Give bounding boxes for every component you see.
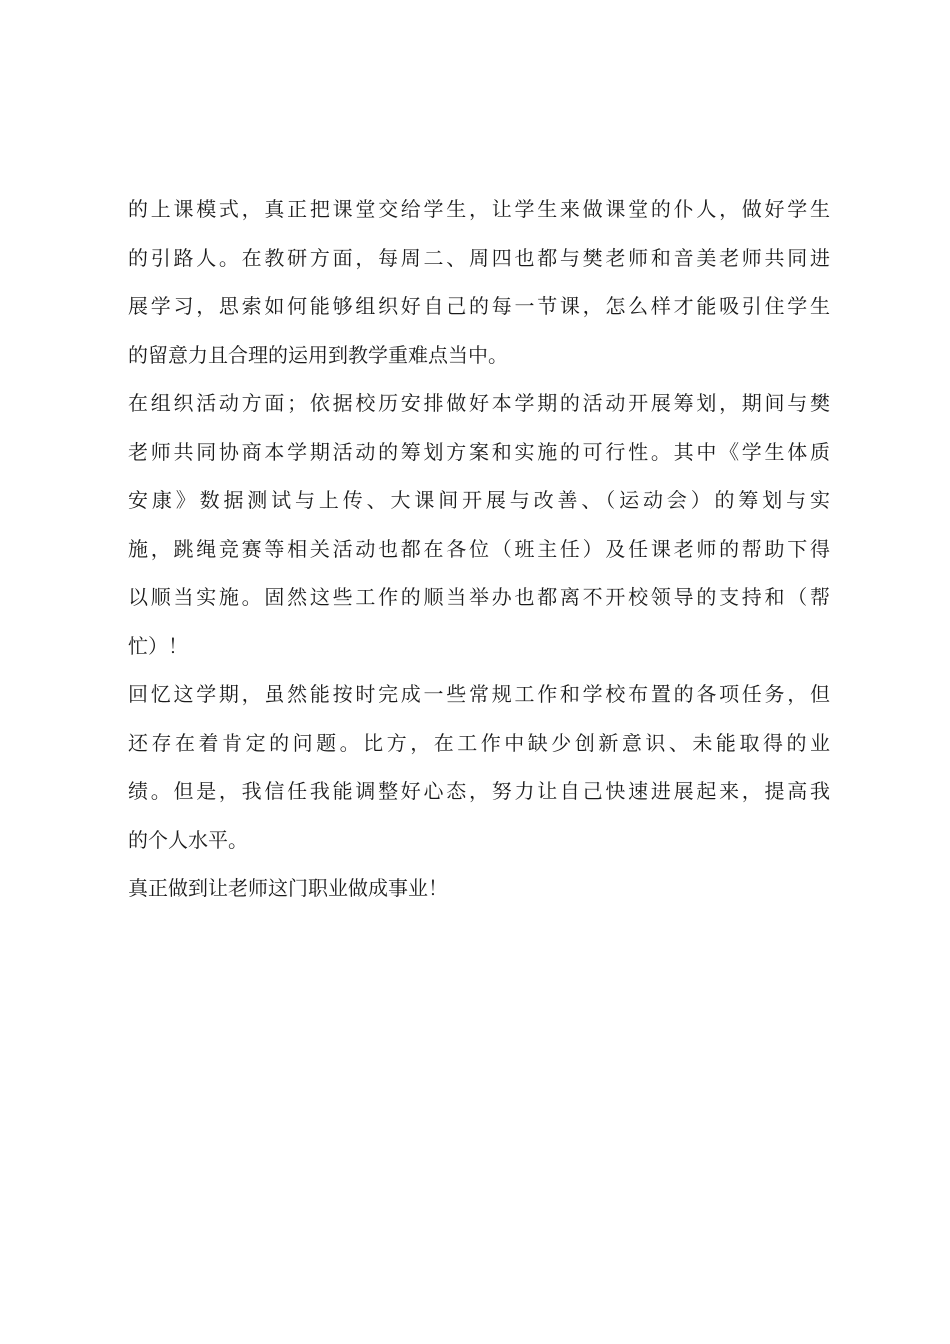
text-line: 在组织活动方面；依据校历安排做好本学期的活动开展筹划，期间与樊 xyxy=(128,391,830,415)
paragraph xyxy=(128,670,830,864)
text-line: 的个人水平。 xyxy=(128,827,248,852)
text-line: 安康》数据测试与上传、大课间开展与改善、（运动会）的筹划与实 xyxy=(128,488,830,512)
text-line: 绩。但是，我信任我能调整好心态，努力让自己快速进展起来，提高我 xyxy=(128,779,830,803)
text-line: 的引路人。在教研方面，每周二、周四也都与樊老师和音美老师共同进 xyxy=(128,245,830,270)
text-line: 忙）！ xyxy=(128,633,188,658)
text-line: 以顺当实施。固然这些工作的顺当举办也都离不开校领导的支持和（帮 xyxy=(128,585,830,609)
text-line: 老师共同协商本学期活动的筹划方案和实施的可行性。其中《学生体质 xyxy=(128,439,830,464)
text-line: 的留意力且合理的运用到教学重难点当中。 xyxy=(128,342,508,367)
text-line: 回忆这学期，虽然能按时完成一些常规工作和学校布置的各项任务，但 xyxy=(128,682,830,706)
paragraph xyxy=(128,185,830,379)
text-line: 展学习，思索如何能够组织好自己的每一节课，怎么样才能吸引住学生 xyxy=(128,294,830,318)
text-line: 还存在着肯定的问题。比方，在工作中缺少创新意识、未能取得的业 xyxy=(128,730,830,755)
paragraph xyxy=(128,864,830,913)
text-line: 真正做到让老师这门职业做成事业！ xyxy=(128,876,448,900)
paragraph xyxy=(128,379,830,670)
text-line: 施，跳绳竞赛等相关活动也都在各位（班主任）及任课老师的帮助下得 xyxy=(128,536,830,561)
document-body xyxy=(128,185,830,913)
text-line: 的上课模式，真正把课堂交给学生，让学生来做课堂的仆人，做好学生 xyxy=(128,197,830,221)
